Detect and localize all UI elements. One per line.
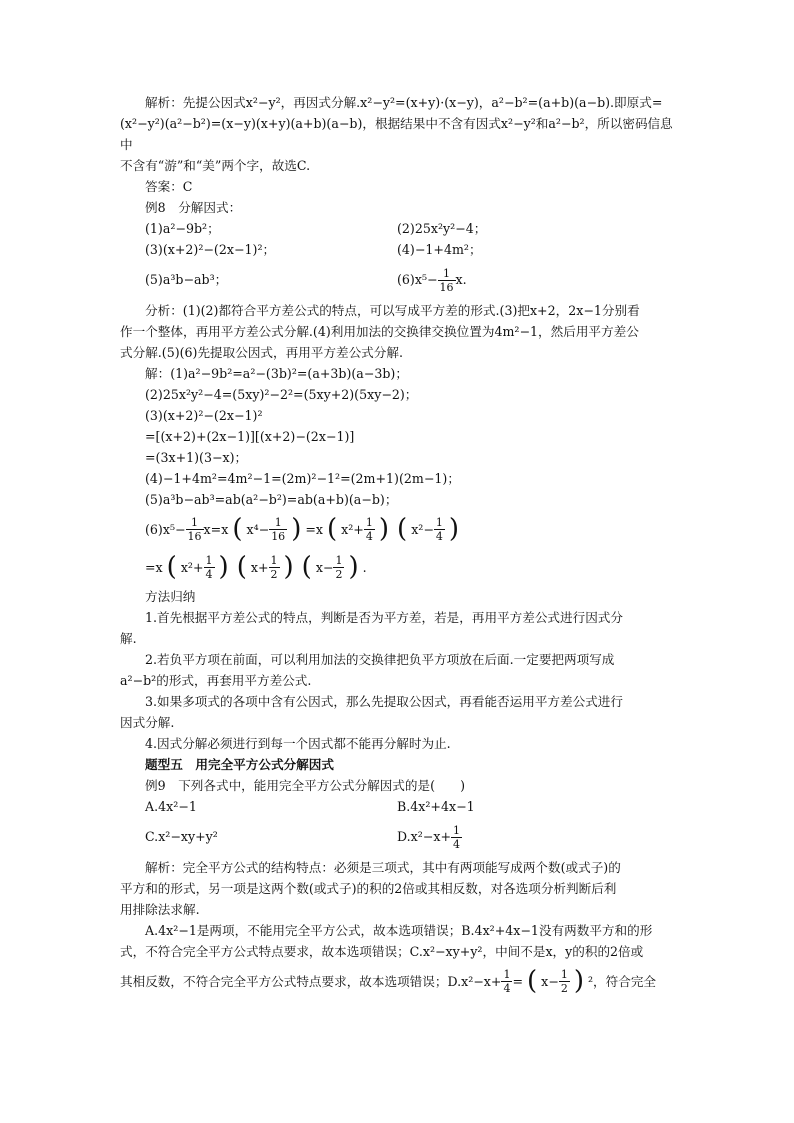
- fraction: $\frac{1}{2}$: [560, 967, 568, 995]
- solution-line: =(3x+1)(3−x)；: [145, 450, 248, 465]
- analysis-line: 作一个整体，再用平方差公式分解.(4)利用加法的交换律交换位置为4m²−1，然后用平方差公: [120, 324, 639, 339]
- answer-line: 答案：C: [145, 179, 193, 194]
- fraction: $\frac{1}{4}$: [503, 967, 511, 995]
- option-d: [397, 817, 676, 857]
- method-line: 因式分解.: [120, 715, 175, 730]
- analysis-line: 分析：(1)(2)都符合平方差公式的特点，可以写成平方差的形式.(3)把x+2，2x−1分别看: [145, 303, 640, 318]
- method-line: a²−b²的形式，再套用平方差公式.: [120, 673, 312, 688]
- solution-line: (5)a³b−ab³=ab(a²−b²)=ab(a+b)(a−b)；: [145, 492, 398, 507]
- exercise-item: (1)a²−9b²；: [145, 221, 220, 236]
- eq-text: ²，符合完全: [587, 973, 657, 989]
- section-title: 题型五 用完全平方公式分解因式: [145, 757, 334, 772]
- explanation-line: 式，不符合完全平方公式特点要求，故本选项错误；C.x²−xy+y²，中间不是x，y的积的2倍或: [120, 944, 644, 959]
- option-row: [120, 817, 676, 857]
- fraction: $\frac{1}{4}$: [435, 515, 443, 543]
- paren: (: [527, 965, 538, 996]
- solution-equation-6: [120, 510, 676, 548]
- eq-text: x−: [541, 973, 559, 989]
- exercise-item: (5)a³b−ab³；: [145, 272, 228, 287]
- paren: (: [301, 551, 312, 582]
- paren: ): [218, 551, 229, 582]
- exercise-row: [120, 239, 676, 260]
- option-b: B.4x²+4x−1: [397, 799, 475, 814]
- fraction: $\frac{1}{4}$: [453, 824, 461, 851]
- fraction: $\frac{1}{2}$: [335, 553, 343, 581]
- method-line: 解.: [120, 631, 137, 646]
- text-line: 解析：先提公因式x²−y²，再因式分解.x²−y²=(x+y)·(x−y)，a²−b²=(a+b)(a−b).即原式=: [145, 95, 663, 110]
- paren: ): [378, 513, 390, 544]
- fraction: $\frac{1}{16}$: [187, 515, 202, 543]
- fraction: $\frac{1}{4}$: [205, 553, 213, 581]
- eq-text: x⁴−: [246, 521, 270, 537]
- eq-text: x²+: [180, 559, 204, 575]
- eq-text: 其相反数，不符合完全平方公式特点要求，故本选项错误；D.x²−x+: [120, 973, 502, 989]
- explanation-line: 平方和的形式，另一项是这两个数(或式子)的积的2倍或其相反数，对各选项分析判断后利: [120, 881, 617, 896]
- paren: ): [348, 551, 359, 582]
- method-heading: 方法归纳: [145, 589, 196, 604]
- eq-text: x+: [250, 559, 269, 575]
- eq-text: (6)x⁵−: [145, 521, 186, 537]
- fraction: $\frac{1}{2}$: [270, 553, 278, 581]
- text-line: 不含有“游”和“美”两个字，故选C.: [120, 158, 311, 173]
- text-line: (x²−y²)(a²−b²)=(x−y)(x+y)(a+b)(a−b)，根据结果中不含有因式x²−y²和a²−b²，所以密码信息中: [120, 116, 673, 152]
- fraction: $\frac{1}{4}$: [365, 515, 373, 543]
- eq-text: =x: [305, 521, 323, 537]
- paren: (: [236, 551, 247, 582]
- solution-line: (3)(x+2)²−(2x−1)²: [145, 408, 263, 423]
- fraction: $\frac{1}{16}$: [271, 515, 286, 543]
- explanation-line: 用排除法求解.: [120, 902, 200, 917]
- exercise-row: [120, 218, 676, 239]
- paren: ): [448, 513, 460, 544]
- method-line: 4.因式分解必须进行到每一个因式都不能再分解时为止.: [145, 736, 451, 751]
- paren: (: [397, 513, 408, 544]
- paren: (: [166, 551, 177, 582]
- exercise-item: (3)(x+2)²−(2x−1)²；: [145, 242, 276, 257]
- paren: (: [232, 513, 243, 544]
- eq-text: =x: [145, 559, 163, 575]
- method-line: 3.如果多项式的各项中含有公因式，那么先提取公因式，再看能否运用平方差公式进行: [145, 694, 623, 709]
- explanation-line: A.4x²−1是两项，不能用完全平方公式，故本选项错误；B.4x²+4x−1没有两数平方和的形: [145, 923, 653, 938]
- method-line: 2.若负平方项在前面，可以利用加法的交换律把负平方项放在后面.一定要把两项写成: [145, 652, 615, 667]
- paren: ): [573, 965, 584, 996]
- eq-text: x−: [315, 559, 334, 575]
- solution-line: =[(x+2)+(2x−1)][(x+2)−(2x−1)]: [145, 429, 355, 444]
- eq-text: x²−: [411, 521, 434, 537]
- solution-equation-6-cont: [120, 548, 676, 586]
- exercise-item: (4)−1+4m²；: [397, 242, 482, 257]
- method-line: 1.首先根据平方差公式的特点，判断是否为平方差，若是，再用平方差公式进行因式分: [145, 610, 623, 625]
- example-8-title: 例8 分解因式：: [145, 200, 242, 215]
- paren: ): [291, 513, 302, 544]
- solution-line: (2)25x²y²−4=(5xy)²−2²=(5xy+2)(5xy−2)；: [145, 387, 418, 402]
- explanation-line-eq: [120, 962, 676, 1000]
- paren: (: [327, 513, 338, 544]
- explanation-line: 解析：完全平方公式的结构特点：必须是三项式，其中有两项能写成两个数(或式子)的: [145, 860, 621, 875]
- exercise-item: [397, 260, 676, 300]
- exercise-row: [120, 260, 676, 300]
- analysis-line: 式分解.(5)(6)先提取公因式，再用平方差公式分解.: [120, 345, 403, 360]
- solution-line: 解：(1)a²−9b²=a²−(3b)²=(a+3b)(a−3b)；: [145, 366, 408, 381]
- eq-text: x=x: [203, 521, 229, 537]
- paren: ): [283, 551, 294, 582]
- exercise-text: (6)x⁵−: [397, 272, 438, 287]
- option-row: [120, 796, 676, 817]
- exercise-text: x.: [455, 272, 467, 287]
- exercise-item: (2)25x²y²−4；: [397, 221, 487, 236]
- example-9-title: 例9 下列各式中，能用完全平方公式分解因式的是( ): [145, 778, 466, 793]
- option-c: C.x²−xy+y²: [145, 829, 218, 844]
- document-page: [120, 92, 676, 1000]
- eq-text: x²+: [341, 521, 364, 537]
- option-a: A.4x²−1: [145, 799, 197, 814]
- eq-text: .: [362, 559, 367, 575]
- eq-text: =: [512, 973, 524, 989]
- fraction: $\frac{1}{16}$: [439, 267, 454, 294]
- option-text: D.x²−x+: [397, 829, 452, 844]
- solution-line: (4)−1+4m²=4m²−1=(2m)²−1²=(2m+1)(2m−1)；: [145, 471, 460, 486]
